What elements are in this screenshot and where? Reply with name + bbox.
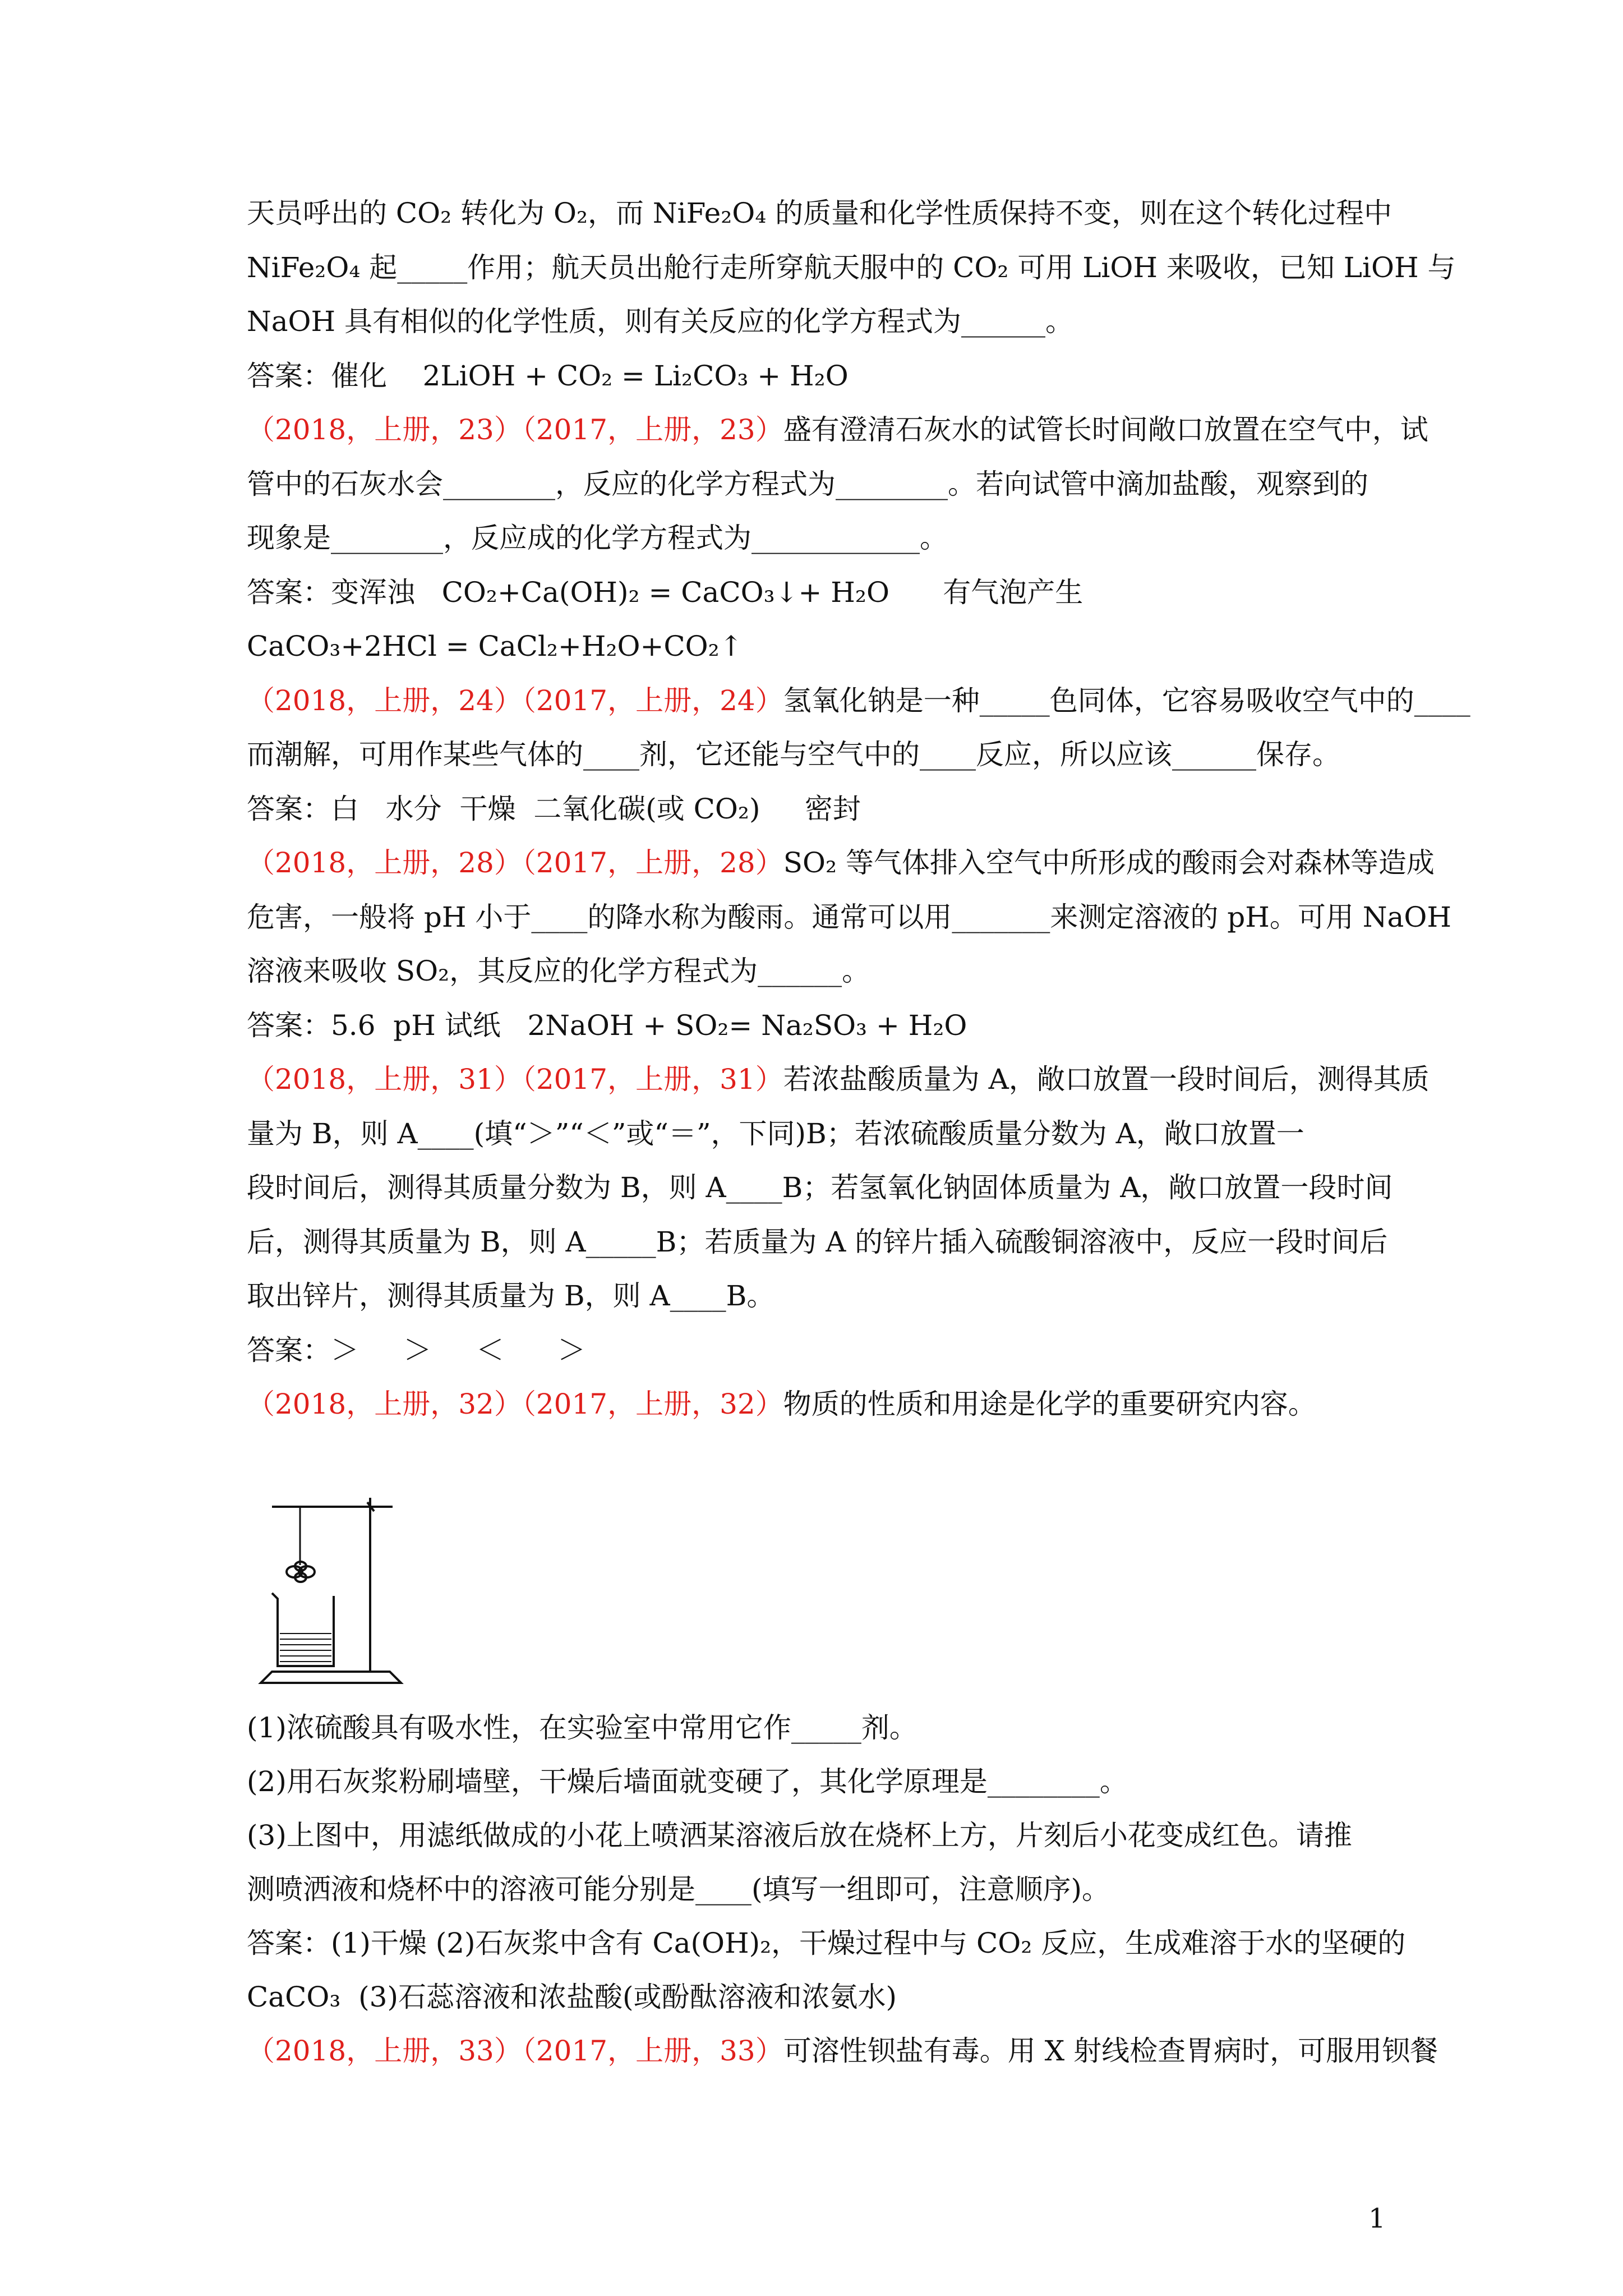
- answer-line: CaCO₃+2HCl = CaCl₂+H₂O+CO₂↑: [247, 630, 743, 662]
- text-line: NiFe₂O₄ 起_____作用；航天员出舱行走所穿航天服中的 CO₂ 可用 LiOH 来吸收，已知 LiOH 与: [247, 251, 1456, 284]
- text-line: (2)用石灰浆粉刷墙壁，干燥后墙面就变硬了，其化学原理是________。: [247, 1765, 1128, 1798]
- answer-line: 答案：催化 2LiOH + CO₂ = Li₂CO₃ + H₂O: [247, 360, 849, 392]
- source-tag: （2018，上册，24）（2017，上册，24）: [247, 684, 783, 717]
- source-tag: （2018，上册，32）（2017，上册，32）: [247, 1388, 783, 1420]
- question-header: （2018，上册，33）（2017，上册，33）可溶性钡盐有毒。用 X 射线检查胃病时，可服用钡餐: [247, 2035, 1438, 2067]
- text-line: 段时间后，测得其质量分数为 B，则 A____B；若氢氧化钠固体质量为 A，敞口放置一段时间: [247, 1171, 1393, 1204]
- answer-line: 答案：白 水分 干燥 二氧化碳(或 CO₂) 密封: [247, 793, 861, 825]
- source-tag: （2018，上册，28）（2017，上册，28）: [247, 846, 783, 879]
- text-line: (3)上图中，用滤纸做成的小花上喷洒某溶液后放在烧杯上方，片刻后小花变成红色。请推: [247, 1819, 1352, 1852]
- text-line: 取出锌片，测得其质量为 B，则 A____B。: [247, 1280, 775, 1312]
- source-tag: （2018，上册，31）（2017，上册，31）: [247, 1063, 783, 1096]
- text-line: 测喷洒液和烧杯中的溶液可能分别是____(填写一组即可，注意顺序)。: [247, 1873, 1110, 1906]
- text-line: 天员呼出的 CO₂ 转化为 O₂，而 NiFe₂O₄ 的质量和化学性质保持不变，则在这个转化过程中: [247, 197, 1393, 229]
- answer-line: 答案：5.6 pH 试纸 2NaOH + SO₂= Na₂SO₃ + H₂O: [247, 1009, 967, 1042]
- text-line: 危害，一般将 pH 小于____的降水称为酸雨。通常可以用_______来测定溶液的 pH。可用 NaOH: [247, 901, 1451, 933]
- answer-line: 答案：变浑浊 CO₂+Ca(OH)₂ = CaCO₃↓+ H₂O 有气泡产生: [247, 576, 1083, 609]
- text-line: (1)浓硫酸具有吸水性，在实验室中常用它作_____剂。: [247, 1711, 917, 1744]
- source-tag: （2018，上册，33）（2017，上册，33）: [247, 2035, 783, 2067]
- answer-line: CaCO₃ (3)石蕊溶液和浓盐酸(或酚酞溶液和浓氨水): [247, 1981, 897, 2013]
- question-header: （2018，上册，31）（2017，上册，31）若浓盐酸质量为 A，敞口放置一段时间后，测得其质: [247, 1063, 1430, 1096]
- page-number: 1: [1368, 2203, 1386, 2234]
- question-header: （2018，上册，28）（2017，上册，28）SO₂ 等气体排入空气中所形成的酸雨会对森林等造成: [247, 846, 1435, 879]
- answer-line: 答案：(1)干燥 (2)石灰浆中含有 Ca(OH)₂，干燥过程中与 CO₂ 反应，生成难溶于水的坚硬的: [247, 1927, 1406, 1959]
- text-line: 管中的石灰水会________，反应的化学方程式为________。若向试管中滴加盐酸，观察到的: [247, 468, 1368, 500]
- text-line: 量为 B，则 A____(填“＞”“＜”或“＝”，下同)B；若浓硫酸质量分数为 A，敞口放置一: [247, 1117, 1304, 1150]
- text-line: 后，测得其质量为 B，则 A_____B；若质量为 A 的锌片插入硫酸铜溶液中，反应一段时间后: [247, 1226, 1388, 1258]
- text-line: NaOH 具有相似的化学性质，则有关反应的化学方程式为______。: [247, 305, 1074, 338]
- question-header: （2018，上册，32）（2017，上册，32）物质的性质和用途是化学的重要研究内容。: [247, 1388, 1316, 1420]
- question-header: （2018，上册，24）（2017，上册，24）氢氧化钠是一种_____色同体，它容易吸收空气中的____: [247, 684, 1470, 717]
- text-line: 现象是________，反应成的化学方程式为____________。: [247, 522, 948, 554]
- question-header: （2018，上册，23）（2017，上册，23）盛有澄清石灰水的试管长时间敞口放置在空气中，试: [247, 413, 1428, 446]
- answer-line: 答案：＞ ＞ ＜ ＞: [247, 1334, 586, 1366]
- text-line: 溶液来吸收 SO₂，其反应的化学方程式为______。: [247, 955, 870, 987]
- lab-apparatus-figure: [255, 1487, 407, 1694]
- source-tag: （2018，上册，23）（2017，上册，23）: [247, 413, 783, 446]
- text-line: 而潮解，可用作某些气体的____剂，它还能与空气中的____反应，所以应该______保存。: [247, 738, 1340, 771]
